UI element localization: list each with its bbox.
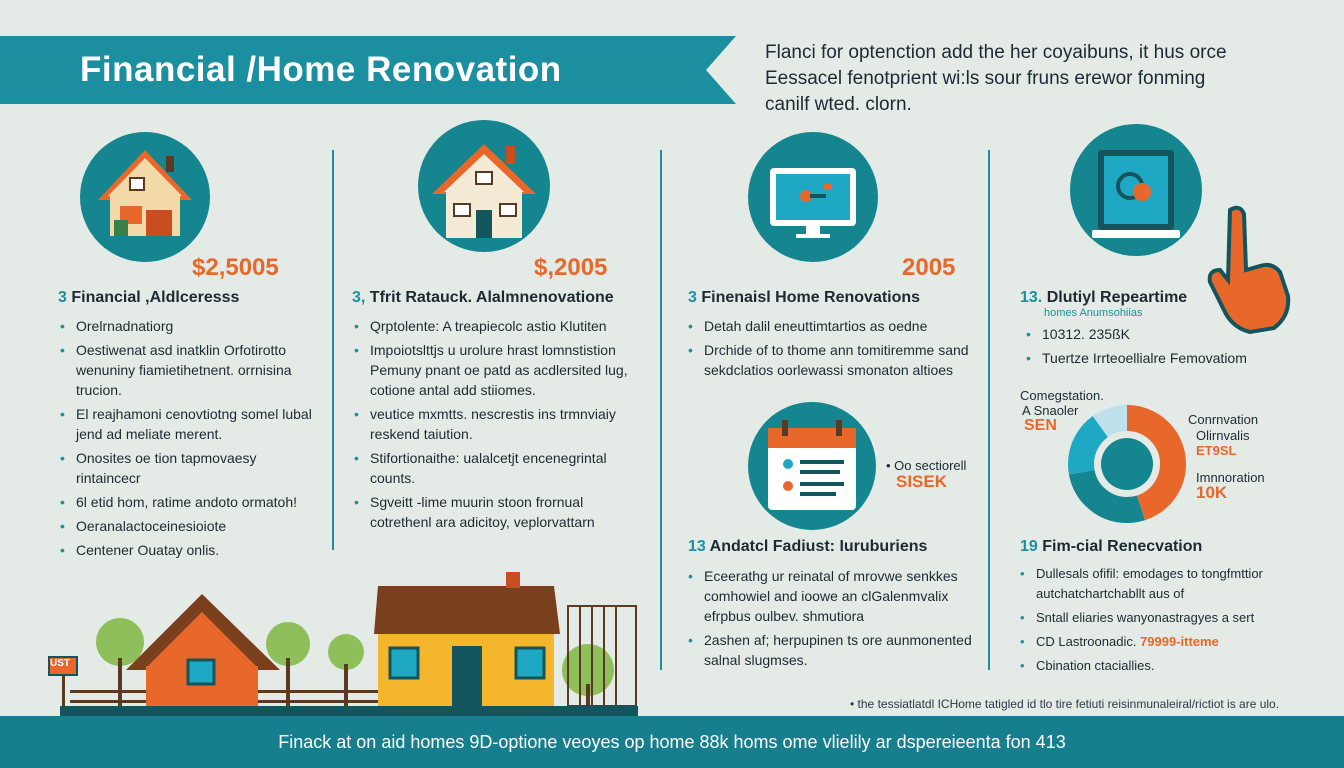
column-divider bbox=[660, 150, 662, 670]
donut-hole bbox=[1101, 438, 1153, 490]
house-icon-circle bbox=[418, 120, 550, 252]
calendar-note-text: Oo sectiorell bbox=[894, 458, 967, 473]
subtitle-line: Flanci for optenction add the her coyaibuns, it hus orce bbox=[765, 42, 1227, 63]
calendar-note-label: • Oo sectiorell bbox=[886, 458, 967, 473]
subtitle-line: canilf wted. clorn. bbox=[765, 94, 912, 115]
tablet-icon-circle bbox=[1070, 124, 1202, 256]
column-title-text: Fim-cial Renecvation bbox=[1042, 538, 1203, 555]
column-title bbox=[688, 538, 927, 556]
column-title-number: 3, bbox=[352, 289, 366, 306]
houses-illustration bbox=[40, 566, 640, 718]
page-title: Financial /Home Renovation bbox=[80, 50, 562, 89]
column-title-text: Finenaisl Home Renovations bbox=[701, 289, 921, 306]
monitor-icon-circle bbox=[748, 132, 878, 262]
column-title bbox=[58, 289, 239, 307]
column-title bbox=[1020, 289, 1187, 307]
list-item: • Cbination ctaciallies. bbox=[1018, 656, 1314, 676]
list-item: • Dullesals ofifil: emodages to tongfmttior autchatchartchabllt aus of bbox=[1018, 564, 1314, 604]
calendar-value: SISEK bbox=[896, 472, 948, 491]
column-bullet-list bbox=[1018, 564, 1314, 680]
monitor-icon bbox=[748, 132, 878, 262]
list-item: • Drchide of to thome ann tomitiremme sand sekdclatios oorlewassi smonaton altioes bbox=[686, 340, 976, 380]
list-item: • Impoiotslttjs u urolure hrast lomnstistion Pemuny pnant oe patd as acdlersited lug, cotione antal add stiiomes. bbox=[352, 340, 642, 400]
pointing-hand-icon bbox=[1200, 200, 1300, 340]
list-item: • 2ashen af; herpupinen ts ore aunmonented salnal slugmses. bbox=[686, 630, 976, 670]
list-item: • 6l etid hom, ratime andoto ormatoh! bbox=[58, 492, 323, 512]
highlight-value: 79999-itteme bbox=[1140, 634, 1219, 649]
column-title-text: Financial ,Aldlceresss bbox=[71, 289, 240, 306]
list-item: • Eceerathg ur reinatal of mrovwe senkkes comhowiel and ioowe an clGalenmvalix efrpbus oulbev. shmutiora bbox=[686, 566, 976, 626]
column-title-text: Dlutiyl Repeartime bbox=[1046, 289, 1188, 306]
list-item: • Sntall eliaries wanyonastragyes a sert bbox=[1018, 608, 1314, 628]
list-item: • Qrptolente: A treapiecolc astio Klutiten bbox=[352, 316, 642, 336]
column-price: $,2005 bbox=[534, 254, 608, 281]
column-price: $2,5005 bbox=[192, 254, 279, 281]
list-item: • Tuertze Irrteoellialre Femovatiom bbox=[1024, 348, 1324, 368]
column-subtitle: homes Anumsohiias bbox=[1044, 307, 1143, 319]
column-title-text: Tfrit Ratauck. Alalmnenovatione bbox=[369, 289, 614, 306]
donut-chart bbox=[1066, 403, 1188, 525]
house-icon-circle bbox=[80, 132, 210, 262]
column-title bbox=[1020, 538, 1202, 556]
list-item: • 10312. 235ßK bbox=[1024, 324, 1324, 344]
list-item: • Oestiwenat asd inatklin Orfotirotto wenuniny fiamietihetnent. orrnisina trucion. bbox=[58, 340, 323, 400]
donut-right-label: Conrnvation bbox=[1188, 412, 1259, 427]
list-item: • Centener Ouatay onlis. bbox=[58, 540, 323, 560]
donut-right-value: 10K bbox=[1196, 483, 1228, 502]
house-icon bbox=[80, 132, 210, 262]
column-title-number: 3 bbox=[688, 289, 697, 306]
column-bullet-list bbox=[686, 566, 976, 674]
calendar-icon-circle bbox=[748, 402, 876, 530]
list-item: • Onosites oe tion tapmovaesy rintaincecr bbox=[58, 448, 323, 488]
column-divider bbox=[332, 150, 334, 550]
list-item: • veutice mxmtts. nescrestis ins trmnviaiy reskend taiution. bbox=[352, 404, 642, 444]
column-bullet-list bbox=[352, 316, 642, 536]
column-title bbox=[352, 289, 614, 307]
list-item: • Orelrnadnatiorg bbox=[58, 316, 323, 336]
subtitle-line: Eessacel fenotprient wi:ls sour fruns erewor fonming bbox=[765, 68, 1206, 89]
list-item: • Detah dalil eneuttimtartios as oedne bbox=[686, 316, 976, 336]
column-title-number: 3 bbox=[58, 289, 67, 306]
donut-left-label: Comegstation. bbox=[1020, 388, 1104, 403]
sale-sign-label: UST bbox=[50, 658, 70, 669]
list-item: • Stifortionaithe: ualalcetjt encenegrintal counts. bbox=[352, 448, 642, 488]
donut-right-label: Olirnvalis bbox=[1196, 428, 1250, 443]
list-item: • Oeranalactoceinesioiote bbox=[58, 516, 323, 536]
column-bullet-list bbox=[686, 316, 976, 384]
column-title-number: 19 bbox=[1020, 538, 1038, 555]
house-icon bbox=[418, 120, 550, 252]
column-title-text: Andatcl Fadiust: Iuruburiens bbox=[709, 538, 928, 555]
column-bullet-list bbox=[1024, 324, 1324, 372]
tablet-icon bbox=[1070, 124, 1202, 256]
column-bullet-list bbox=[58, 316, 323, 564]
donut-left-value: SEN bbox=[1024, 417, 1057, 434]
column-price: 2005 bbox=[902, 254, 956, 281]
list-item: • Sgveitt -lime muurin stoon frornual cotrethenl ara adicitoy, veplorvattarn bbox=[352, 492, 642, 532]
footer-text: Finack at on aid homes 9D-optione veoyes op home 88k homs ome vlielily ar dspereieenta fon 413 bbox=[278, 732, 1066, 752]
column-title-number: 13. bbox=[1020, 289, 1043, 306]
list-item: • CD Lastroonadic. 79999-itteme bbox=[1018, 632, 1314, 652]
donut-right-label: Imnnoration bbox=[1196, 470, 1265, 485]
donut-right-value: ET9SL bbox=[1196, 443, 1237, 458]
column-title-number: 13 bbox=[688, 538, 706, 555]
calendar-icon bbox=[748, 402, 876, 530]
list-item: • El reajhamoni cenovtiotng somel lubal jend ad meliate merent. bbox=[58, 404, 323, 444]
header-subtitle bbox=[765, 40, 1305, 118]
footnote-text: the tessiatlatdl ICHome tatigled id tlo tire fetiuti reisinmunaleiral/rictiot is are ulo. bbox=[857, 697, 1280, 711]
footnote: • the tessiatlatdl ICHome tatigled id tlo tire fetiuti reisinmunaleiral/rictiot is are ulo. bbox=[850, 697, 1280, 711]
column-title bbox=[688, 289, 920, 307]
column-divider bbox=[988, 150, 990, 670]
donut-left-label: A Snaoler bbox=[1022, 403, 1079, 418]
